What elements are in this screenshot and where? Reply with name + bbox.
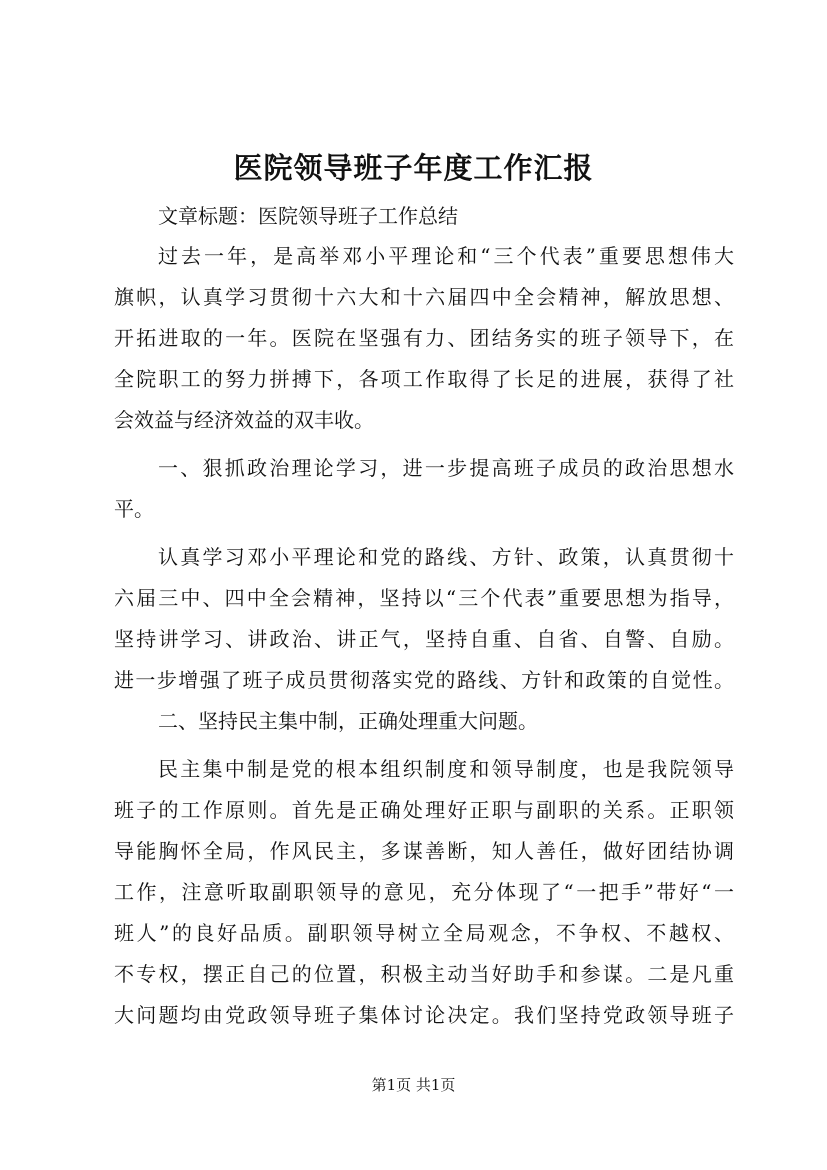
paragraph-line: 大问题均由党政领导班子集体讨论决定。我们坚持党政领导班子 [114, 1003, 734, 1027]
paragraph-line: 六届三中、四中全会精神，坚持以“三个代表”重要思想为指导， [114, 586, 734, 610]
paragraph-line: 工作，注意听取副职领导的意见，充分体现了“一把手”带好“一 [114, 880, 734, 904]
paragraph-line: 认真学习邓小平理论和党的路线、方针、政策，认真贯彻十 [158, 545, 734, 569]
paragraph-line: 民主集中制是党的根本组织制度和领导制度，也是我院领导 [158, 757, 734, 781]
section-heading-line: 一、狠抓政治理论学习，进一步提高班子成员的政治思想水 [158, 456, 734, 480]
paragraph-line: 不专权，摆正自己的位置，积极主动当好助手和参谋。二是凡重 [114, 962, 734, 986]
document-body [114, 199, 734, 1032]
paragraph-line: 坚持讲学习、讲政治、讲正气，坚持自重、自省、自警、自励。 [114, 627, 734, 651]
document-title: 医院领导班子年度工作汇报 [233, 151, 594, 185]
page-footer: 第1页 共1页 [371, 1076, 456, 1094]
section-heading-line: 二、坚持民主集中制，正确处理重大问题。 [158, 709, 538, 733]
paragraph-line: 班子的工作原则。首先是正确处理好正职与副职的关系。正职领 [114, 798, 734, 822]
paragraph-line: 会效益与经济效益的双丰收。 [114, 408, 374, 432]
paragraph-line: 开拓进取的一年。医院在坚强有力、团结务实的班子领导下，在 [114, 326, 734, 350]
section-heading-line: 平。 [114, 497, 154, 521]
article-title-line: 文章标题：医院领导班子工作总结 [158, 204, 458, 228]
paragraph-line: 进一步增强了班子成员贯彻落实党的路线、方针和政策的自觉性。 [114, 668, 734, 692]
paragraph-line: 全院职工的努力拼搏下，各项工作取得了长足的进展，获得了社 [114, 367, 734, 391]
paragraph-line: 导能胸怀全局，作风民主，多谋善断，知人善任，做好团结协调 [114, 839, 734, 863]
paragraph-line: 旗帜，认真学习贯彻十六大和十六届四中全会精神，解放思想、 [114, 285, 734, 309]
paragraph-line: 过去一年，是高举邓小平理论和“三个代表”重要思想伟大 [158, 244, 734, 268]
paragraph-line: 班人”的良好品质。副职领导树立全局观念，不争权、不越权、 [114, 921, 734, 945]
